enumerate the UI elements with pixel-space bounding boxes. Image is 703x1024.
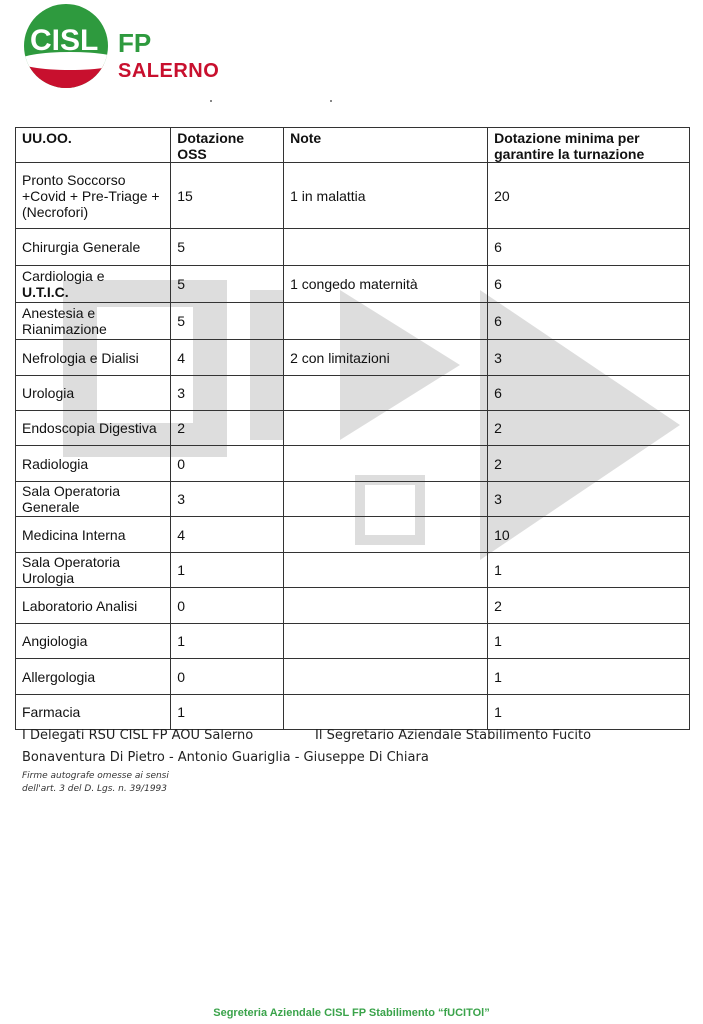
unit-cell: Anestesia e Rianimazione (16, 303, 171, 340)
min-cell: 3 (488, 482, 690, 517)
note-cell: 1 in malattia (284, 163, 488, 229)
table-row (16, 446, 690, 482)
unit-cell: Sala Operatoria Urologia (16, 553, 171, 588)
min-cell: 3 (488, 340, 690, 376)
min-cell: 20 (488, 163, 690, 229)
logo-city-text: SALERNO (118, 60, 220, 82)
oss-cell: 3 (171, 376, 284, 411)
secretary-label: Il Segretario Aziendale Stabilimento Fucito (315, 728, 592, 743)
note-cell: 1 congedo maternità (284, 266, 488, 303)
unit-cell: Farmacia (16, 695, 171, 730)
scan-speck (210, 100, 212, 102)
min-cell: 2 (488, 588, 690, 624)
unit-cell: Endoscopia Digestiva (16, 411, 171, 446)
min-cell: 6 (488, 229, 690, 266)
table-row (16, 266, 690, 303)
note-cell (284, 376, 488, 411)
header-min: Dotazione minima per garantire la turnazione (488, 128, 690, 163)
header-oss: Dotazione OSS (171, 128, 284, 163)
oss-cell: 5 (171, 266, 284, 303)
legal-note-line1: Firme autografe omesse ai sensi (22, 771, 169, 781)
note-cell (284, 588, 488, 624)
unit-cell: Medicina Interna (16, 517, 171, 553)
note-cell: 2 con limitazioni (284, 340, 488, 376)
unit-cell (16, 266, 171, 303)
min-cell: 2 (488, 411, 690, 446)
min-cell: 1 (488, 553, 690, 588)
oss-cell: 2 (171, 411, 284, 446)
legal-note-line2: dell'art. 3 del D. Lgs. n. 39/1993 (22, 784, 167, 794)
logo-fp-text: FP (118, 28, 152, 58)
table-row (16, 376, 690, 411)
note-cell (284, 482, 488, 517)
table-row (16, 340, 690, 376)
table-row (16, 163, 690, 229)
table-row (16, 517, 690, 553)
table-row (16, 553, 690, 588)
min-cell: 10 (488, 517, 690, 553)
min-cell: 6 (488, 376, 690, 411)
unit-cell: Laboratorio Analisi (16, 588, 171, 624)
page-footer: Segreteria Aziendale CISL FP Stabilimento “fUCITOl” (213, 1007, 490, 1019)
header-note: Note (284, 128, 488, 163)
oss-cell: 4 (171, 340, 284, 376)
scan-speck (330, 100, 332, 102)
unit-cell: Pronto Soccorso +Covid + Pre-Triage +(Necrofori) (16, 163, 171, 229)
unit-cell: Urologia (16, 376, 171, 411)
oss-cell: 0 (171, 659, 284, 695)
min-cell: 1 (488, 695, 690, 730)
oss-cell: 4 (171, 517, 284, 553)
min-cell: 1 (488, 659, 690, 695)
oss-cell: 1 (171, 553, 284, 588)
oss-cell: 15 (171, 163, 284, 229)
table-header-row (16, 128, 690, 163)
table-row (16, 695, 690, 730)
note-cell (284, 517, 488, 553)
oss-cell: 5 (171, 229, 284, 266)
header-unit: UU.OO. (16, 128, 171, 163)
logo-emblem (24, 4, 108, 88)
unit-cell: Allergologia (16, 659, 171, 695)
min-cell: 1 (488, 624, 690, 659)
note-cell (284, 553, 488, 588)
note-cell (284, 229, 488, 266)
table-row (16, 624, 690, 659)
note-cell (284, 624, 488, 659)
oss-cell: 5 (171, 303, 284, 340)
oss-cell: 1 (171, 695, 284, 730)
min-cell: 6 (488, 303, 690, 340)
table-row (16, 303, 690, 340)
note-cell (284, 303, 488, 340)
table-row (16, 588, 690, 624)
unit-cell: Chirurgia Generale (16, 229, 171, 266)
note-cell (284, 659, 488, 695)
unit-cell: Nefrologia e Dialisi (16, 340, 171, 376)
note-cell (284, 446, 488, 482)
note-cell (284, 411, 488, 446)
min-cell: 6 (488, 266, 690, 303)
delegates-label: I Delegati RSU CISL FP AOU Salerno (22, 728, 254, 743)
unit-text-bold: U.T.I.C. (22, 284, 69, 300)
signatory-names: Bonaventura Di Pietro - Antonio Guariglia - Giuseppe Di Chiara (22, 750, 429, 765)
logo-cisl-text: CISL (30, 24, 99, 57)
note-cell (284, 695, 488, 730)
table-row (16, 229, 690, 266)
table-row (16, 411, 690, 446)
oss-cell: 3 (171, 482, 284, 517)
min-cell: 2 (488, 446, 690, 482)
oss-cell: 1 (171, 624, 284, 659)
table-row (16, 482, 690, 517)
unit-cell: Angiologia (16, 624, 171, 659)
oss-cell: 0 (171, 588, 284, 624)
staffing-table (15, 127, 690, 730)
unit-cell: Radiologia (16, 446, 171, 482)
unit-cell: Sala Operatoria Generale (16, 482, 171, 517)
table-row (16, 659, 690, 695)
cisl-fp-logo (24, 4, 224, 92)
oss-cell: 0 (171, 446, 284, 482)
unit-text: Cardiologia e (22, 268, 105, 284)
